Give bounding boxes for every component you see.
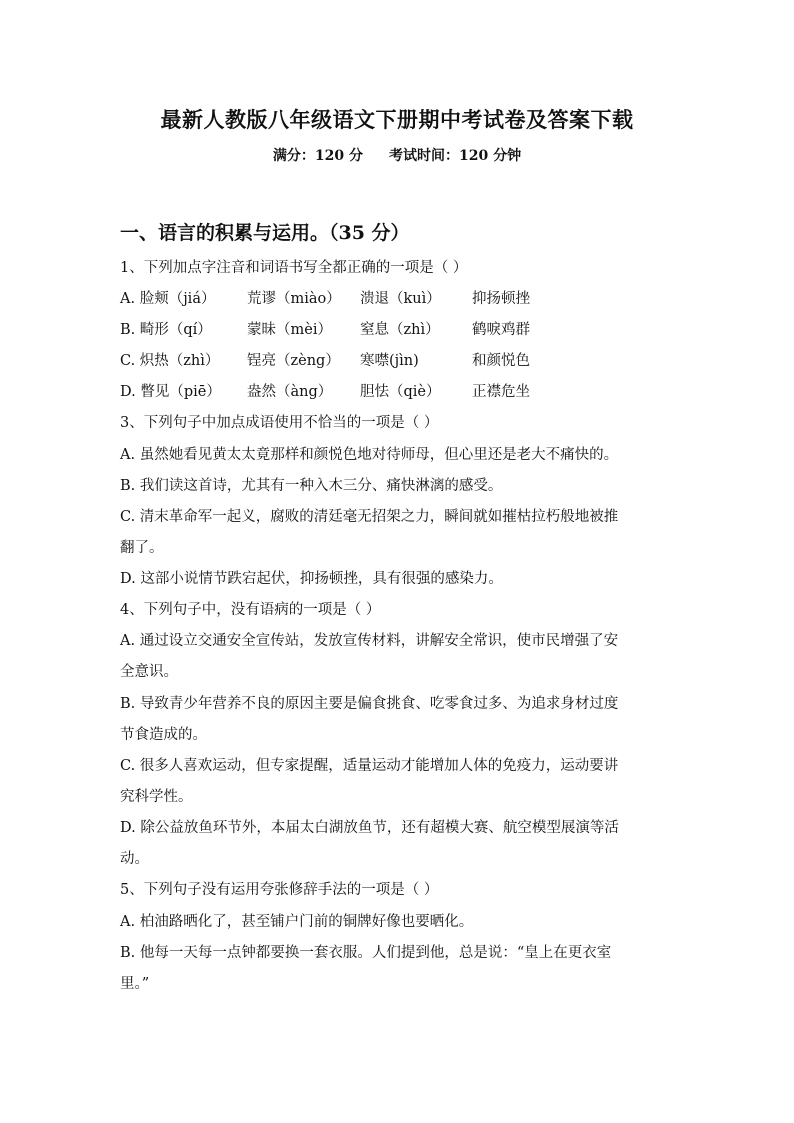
q4-option-c: C. 很多人喜欢运动，但专家提醒，适量运动才能增加人体的免疫力，运动要讲	[120, 758, 619, 774]
question-4-stem: 4、下列句子中，没有语病的一项是（ ）	[120, 602, 381, 618]
q1-option-b-2: 蒙昧（mèi）	[247, 322, 332, 338]
q4-option-d-cont: 动。	[120, 851, 149, 867]
q5-option-b-cont: 里。”	[120, 976, 150, 992]
q4-option-b: B. 导致青少年营养不良的原因主要是偏食挑食、吃零食过多、为追求身材过度	[120, 696, 619, 712]
page-title: 最新人教版八年级语文下册期中考试卷及答案下载	[160, 107, 634, 132]
q3-option-c: C. 清末革命军一起义，腐败的清廷毫无招架之力，瞬间就如摧枯拉朽般地被推	[120, 509, 619, 525]
q1-option-d-3: 胆怯（qiè）	[360, 384, 441, 400]
full-score: 满分：120 分	[272, 148, 363, 164]
q1-option-a-2: 荒谬（miào）	[247, 291, 341, 307]
q3-option-c-cont: 翻了。	[120, 540, 164, 556]
q1-option-d-1: D. 瞥见（piē）	[120, 384, 221, 400]
q1-option-b-3: 窒息（zhì）	[360, 322, 440, 338]
q4-option-d: D. 除公益放鱼环节外，本届太白湖放鱼节，还有超模大赛、航空模型展演等活	[120, 820, 619, 836]
q4-option-c-cont: 究科学性。	[120, 789, 193, 805]
q3-option-b: B. 我们读这首诗，尤其有一种入木三分、痛快淋漓的感受。	[120, 478, 503, 494]
q4-option-b-cont: 节食造成的。	[120, 727, 207, 743]
q1-option-b-1: B. 畸形（qí）	[120, 322, 212, 338]
q1-option-c-3: 寒噤(jìn)	[360, 353, 419, 369]
q1-option-b-4: 鹤唳鸡群	[472, 322, 530, 338]
q3-option-d: D. 这部小说情节跌宕起伏，抑扬顿挫，具有很强的感染力。	[120, 571, 503, 587]
q5-option-b: B. 他每一天每一点钟都要换一套衣服。人们提到他，总是说：“皇上在更衣室	[120, 945, 612, 961]
q1-option-c-2: 锃亮（zèng）	[247, 353, 340, 369]
section-heading: 一、语言的积累与运用。（35 分）	[120, 222, 410, 244]
question-3-stem: 3、下列句子中加点成语使用不恰当的一项是（ ）	[120, 415, 439, 431]
q1-option-d-2: 盎然（àng）	[247, 384, 333, 400]
exam-time: 考试时间：120 分钟	[389, 148, 522, 164]
exam-meta	[0, 145, 794, 165]
q3-option-a: A. 虽然她看见黄太太竟那样和颜悦色地对待师母，但心里还是老大不痛快的。	[120, 447, 619, 463]
q1-option-a-4: 抑扬顿挫	[472, 291, 530, 307]
q1-option-a-3: 溃退（kuì）	[360, 291, 441, 307]
q4-option-a: A. 通过设立交通安全宣传站，发放宣传材料，讲解安全常识，使市民增强了安	[120, 633, 619, 649]
q1-option-c-4: 和颜悦色	[472, 353, 530, 369]
q5-option-a: A. 柏油路晒化了，甚至铺户门前的铜牌好像也要晒化。	[120, 914, 474, 930]
question-1-stem: 1、下列加点字注音和词语书写全都正确的一项是（ ）	[120, 260, 468, 276]
q1-option-d-4: 正襟危坐	[472, 384, 530, 400]
q1-option-a-1: A. 脸颊（jiá）	[120, 291, 216, 307]
question-5-stem: 5、下列句子没有运用夸张修辞手法的一项是（ ）	[120, 882, 439, 898]
q4-option-a-cont: 全意识。	[120, 664, 178, 680]
q1-option-c-1: C. 炽热（zhì）	[120, 353, 220, 369]
